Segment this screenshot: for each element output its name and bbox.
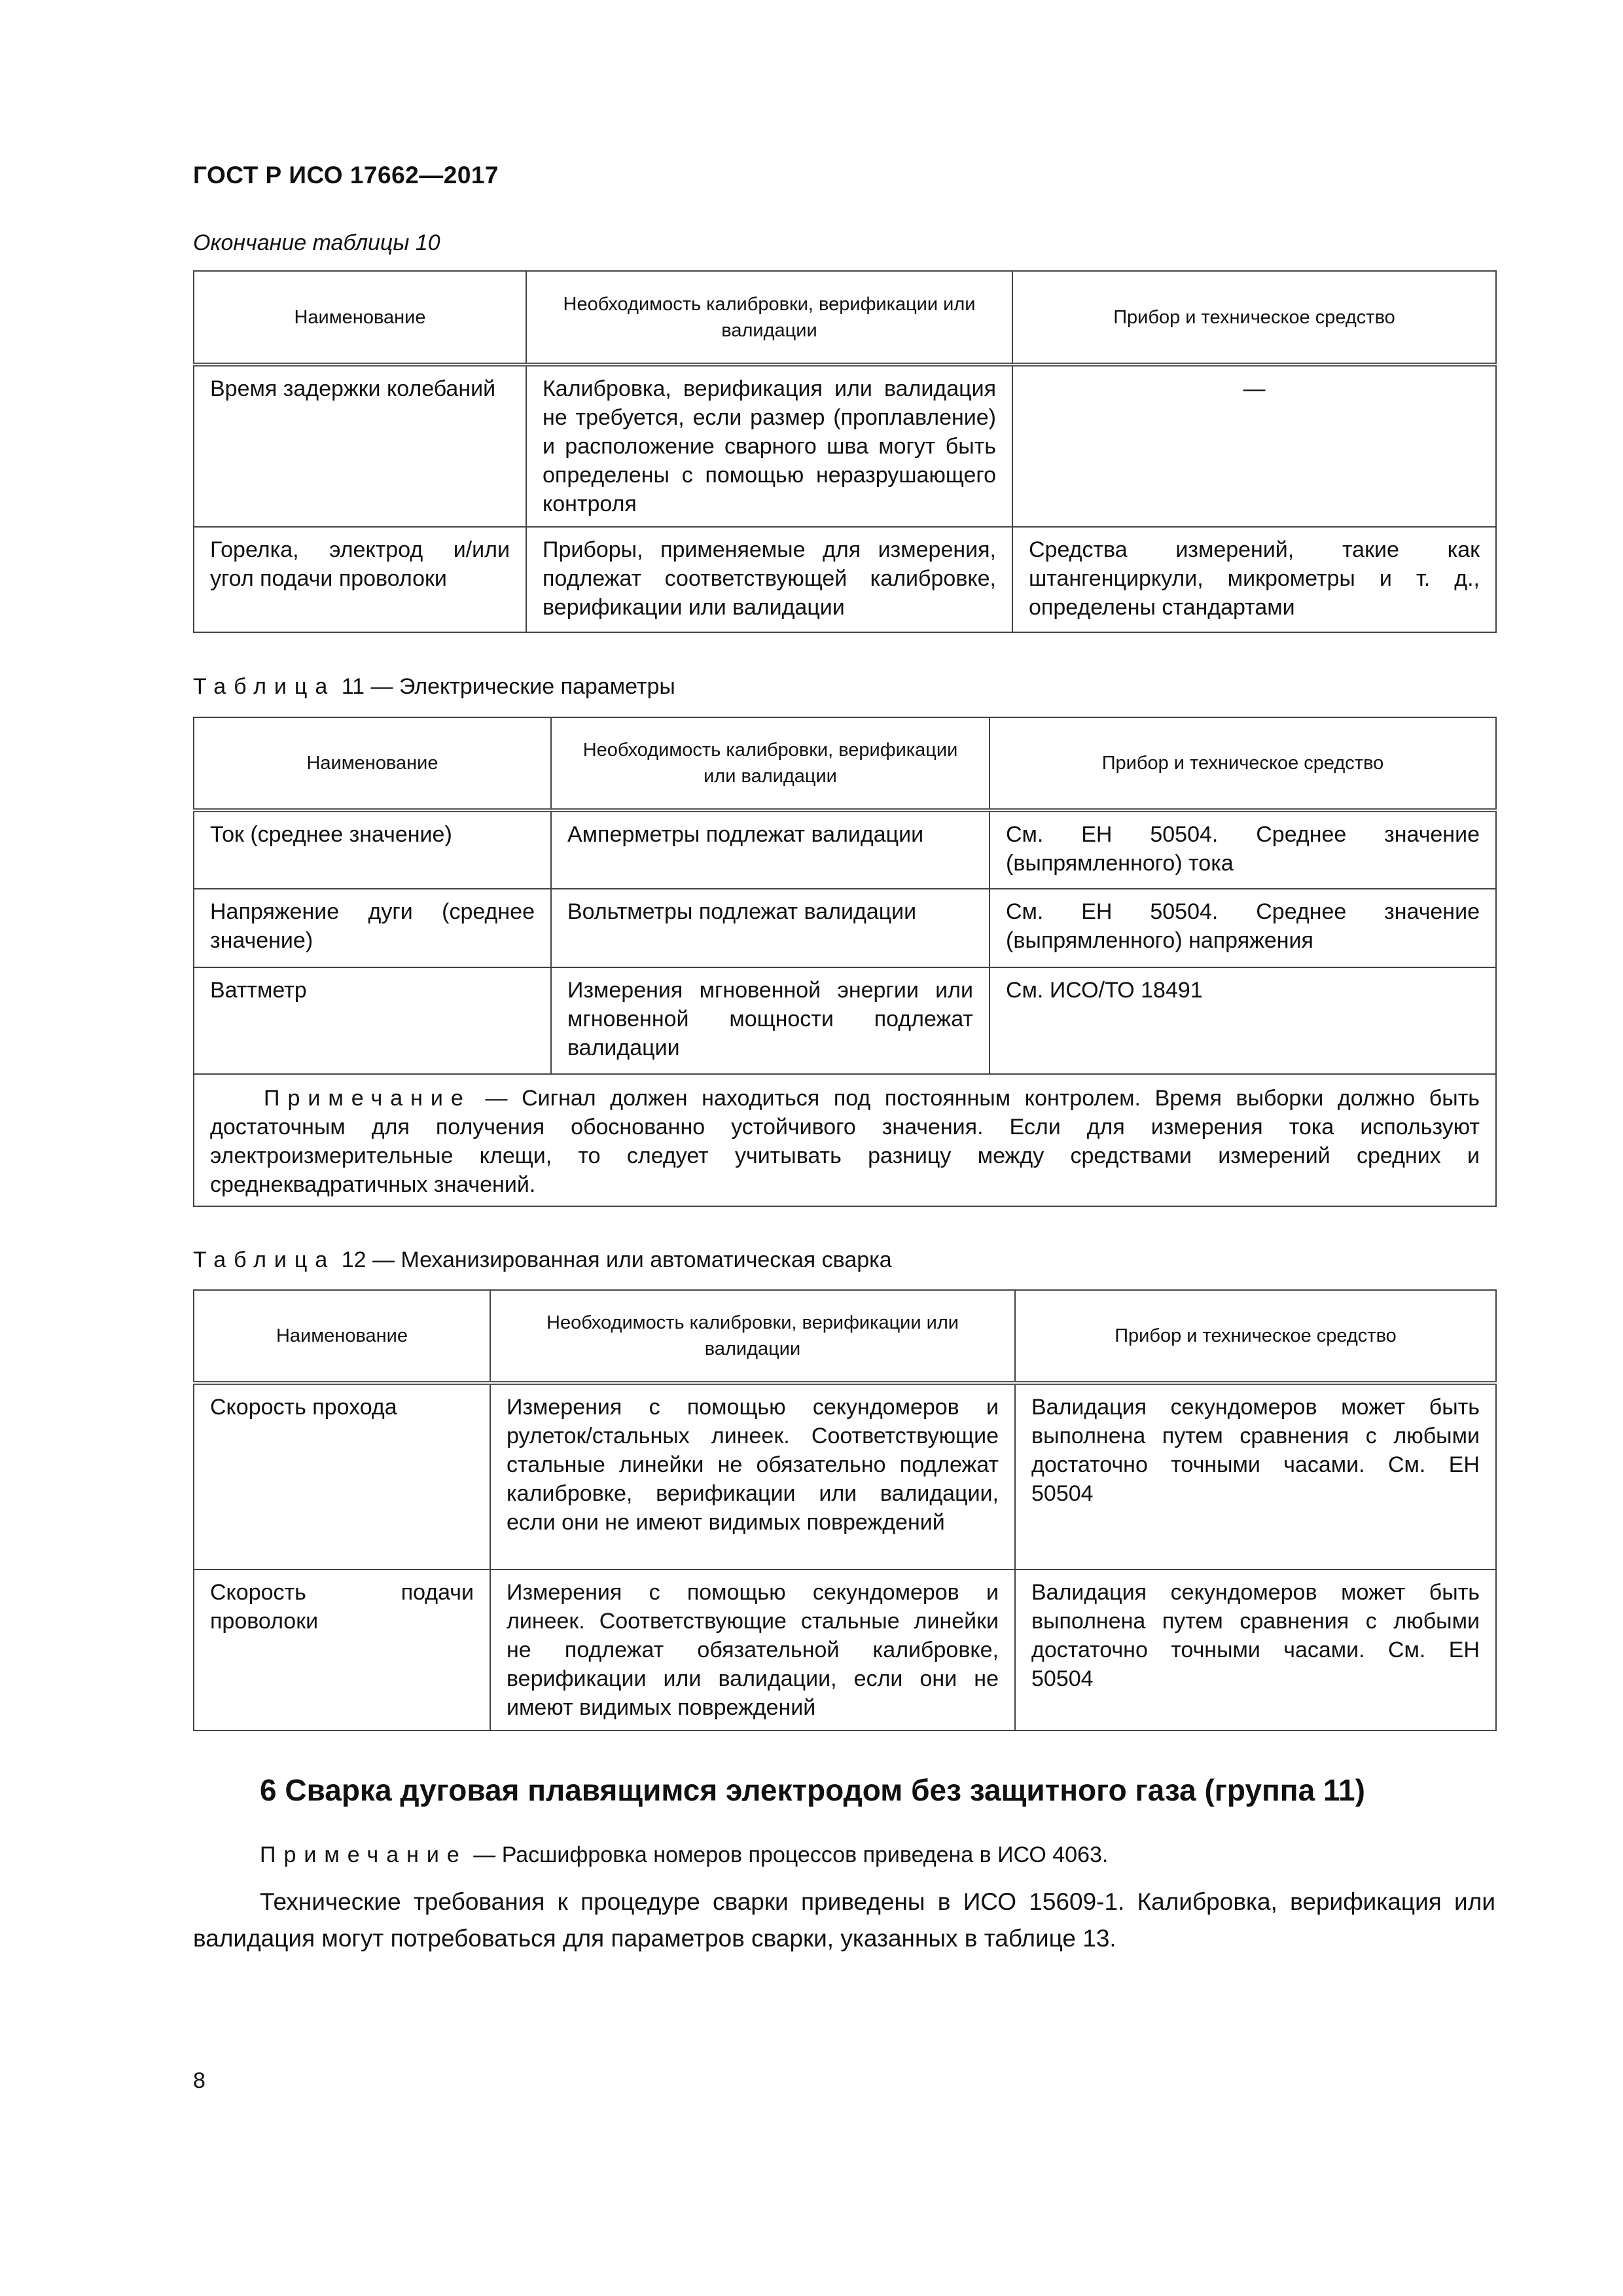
table-cell: Калибровка, верификация или валидация не требуется, если размер (проплавление) и расположение сварного шва могут быть определены с помощью неразрушающего контроля (526, 365, 1012, 527)
table-cell: Ваттметр (194, 967, 551, 1074)
table-row (194, 365, 1496, 527)
column-header: Прибор и техническое средство (1012, 271, 1496, 365)
table-note (194, 1074, 1496, 1206)
table-header-row (194, 271, 1496, 365)
table-cell: Приборы, применяемые для измерения, подлежат соответствующей калибровке, верификации или валидации (526, 527, 1012, 632)
table-cell: Измерения мгновенной энергии или мгновенной мощности подлежат валидации (551, 967, 990, 1074)
table-cell: См. ИСО/ТО 18491 (990, 967, 1496, 1074)
column-header: Прибор и техническое средство (990, 717, 1496, 810)
table-cell: Амперметры подлежат валидации (551, 810, 990, 889)
table-cell: Время задержки колебаний (194, 365, 526, 527)
table-10-continuation (193, 270, 1497, 633)
section-note (260, 1842, 1108, 1868)
table-row (194, 1570, 1496, 1731)
section-title: 6 Сварка дуговая плавящимся электродом без защитного газа (группа 11) (260, 1773, 1365, 1807)
table-11 (193, 717, 1497, 1207)
table-cell: Горелка, электрод и/или угол подачи проволоки (194, 527, 526, 632)
table-row (194, 810, 1496, 889)
page-number: 8 (193, 2068, 205, 2093)
table-cell: Ток (среднее значение) (194, 810, 551, 889)
note-text: — Расшифровка номеров процессов приведена в ИСО 4063. (467, 1842, 1109, 1867)
table-12 (193, 1289, 1497, 1731)
table-cell: Измерения с помощью секундомеров и линеек. Соответствующие стальные линейки не подлежат обязательной калибровке, верификации или валидации, если они не имеют видимых повреждений (490, 1570, 1015, 1731)
table10-caption: Окончание таблицы 10 (193, 230, 440, 255)
table12-caption (193, 1247, 892, 1273)
table-cell: См. ЕН 50504. Среднее значение (выпрямленного) тока (990, 810, 1496, 889)
note-label: Примечание (260, 1842, 467, 1867)
caption-text: 11 — Электрические параметры (335, 674, 675, 699)
caption-text: 12 — Механизированная или автоматическая сварка (335, 1247, 892, 1272)
table-note-row (194, 1074, 1496, 1206)
table-cell: Валидация секундомеров может быть выполнена путем сравнения с любыми достаточно точными часами. См. ЕН 50504 (1015, 1570, 1496, 1731)
caption-prefix: Таблица (193, 1247, 336, 1272)
table-row (194, 1383, 1496, 1570)
table-header-row (194, 717, 1496, 810)
table-cell: Валидация секундомеров может быть выполнена путем сравнения с любыми достаточно точными часами. См. ЕН 50504 (1015, 1383, 1496, 1570)
table-row (194, 967, 1496, 1074)
document-header: ГОСТ Р ИСО 17662—2017 (193, 162, 499, 188)
table-header-row (194, 1290, 1496, 1383)
note-text: — Сигнал должен находиться под постоянным контролем. Время выборки должно быть достаточным для получения обоснованно устойчивого значения. Если для измерения тока используют электроизмерительные клещи, то следует учитывать разницу между средствами измерений средних и среднеквадратичных значений. (210, 1086, 1480, 1197)
column-header: Наименование (194, 1290, 490, 1383)
table-cell: Напряжение дуги (среднее значение) (194, 889, 551, 967)
column-header: Прибор и техническое средство (1015, 1290, 1496, 1383)
column-header: Необходимость калибровки, верификации или валидации (490, 1290, 1015, 1383)
note-label: Примечание (264, 1086, 471, 1111)
body-paragraph: Технические требования к процедуре сварки приведены в ИСО 15609-1. Калибровка, верификация или валидация могут потребоваться для параметров сварки, указанных в таблице 13. (193, 1888, 1495, 1952)
table-cell: — (1012, 365, 1496, 527)
table-cell: См. ЕН 50504. Среднее значение (выпрямленного) напряжения (990, 889, 1496, 967)
table-cell: Скорость подачи проволоки (194, 1570, 490, 1731)
table-cell: Вольтметры подлежат валидации (551, 889, 990, 967)
column-header: Необходимость калибровки, верификации или валидации (526, 271, 1012, 365)
table-cell: Скорость прохода (194, 1383, 490, 1570)
table-row (194, 527, 1496, 632)
column-header: Необходимость калибровки, верификации или валидации (551, 717, 990, 810)
table-cell: Измерения с помощью секундомеров и рулеток/стальных линеек. Соответствующие стальные линейки не обязательно подлежат калибровке, верификации или валидации, если они не имеют видимых повреждений (490, 1383, 1015, 1570)
column-header: Наименование (194, 271, 526, 365)
column-header: Наименование (194, 717, 551, 810)
table11-caption (193, 674, 675, 700)
caption-prefix: Таблица (193, 674, 336, 699)
table-cell: Средства измерений, такие как штангенциркули, микрометры и т. д., определены стандартами (1012, 527, 1496, 632)
table-row (194, 889, 1496, 967)
